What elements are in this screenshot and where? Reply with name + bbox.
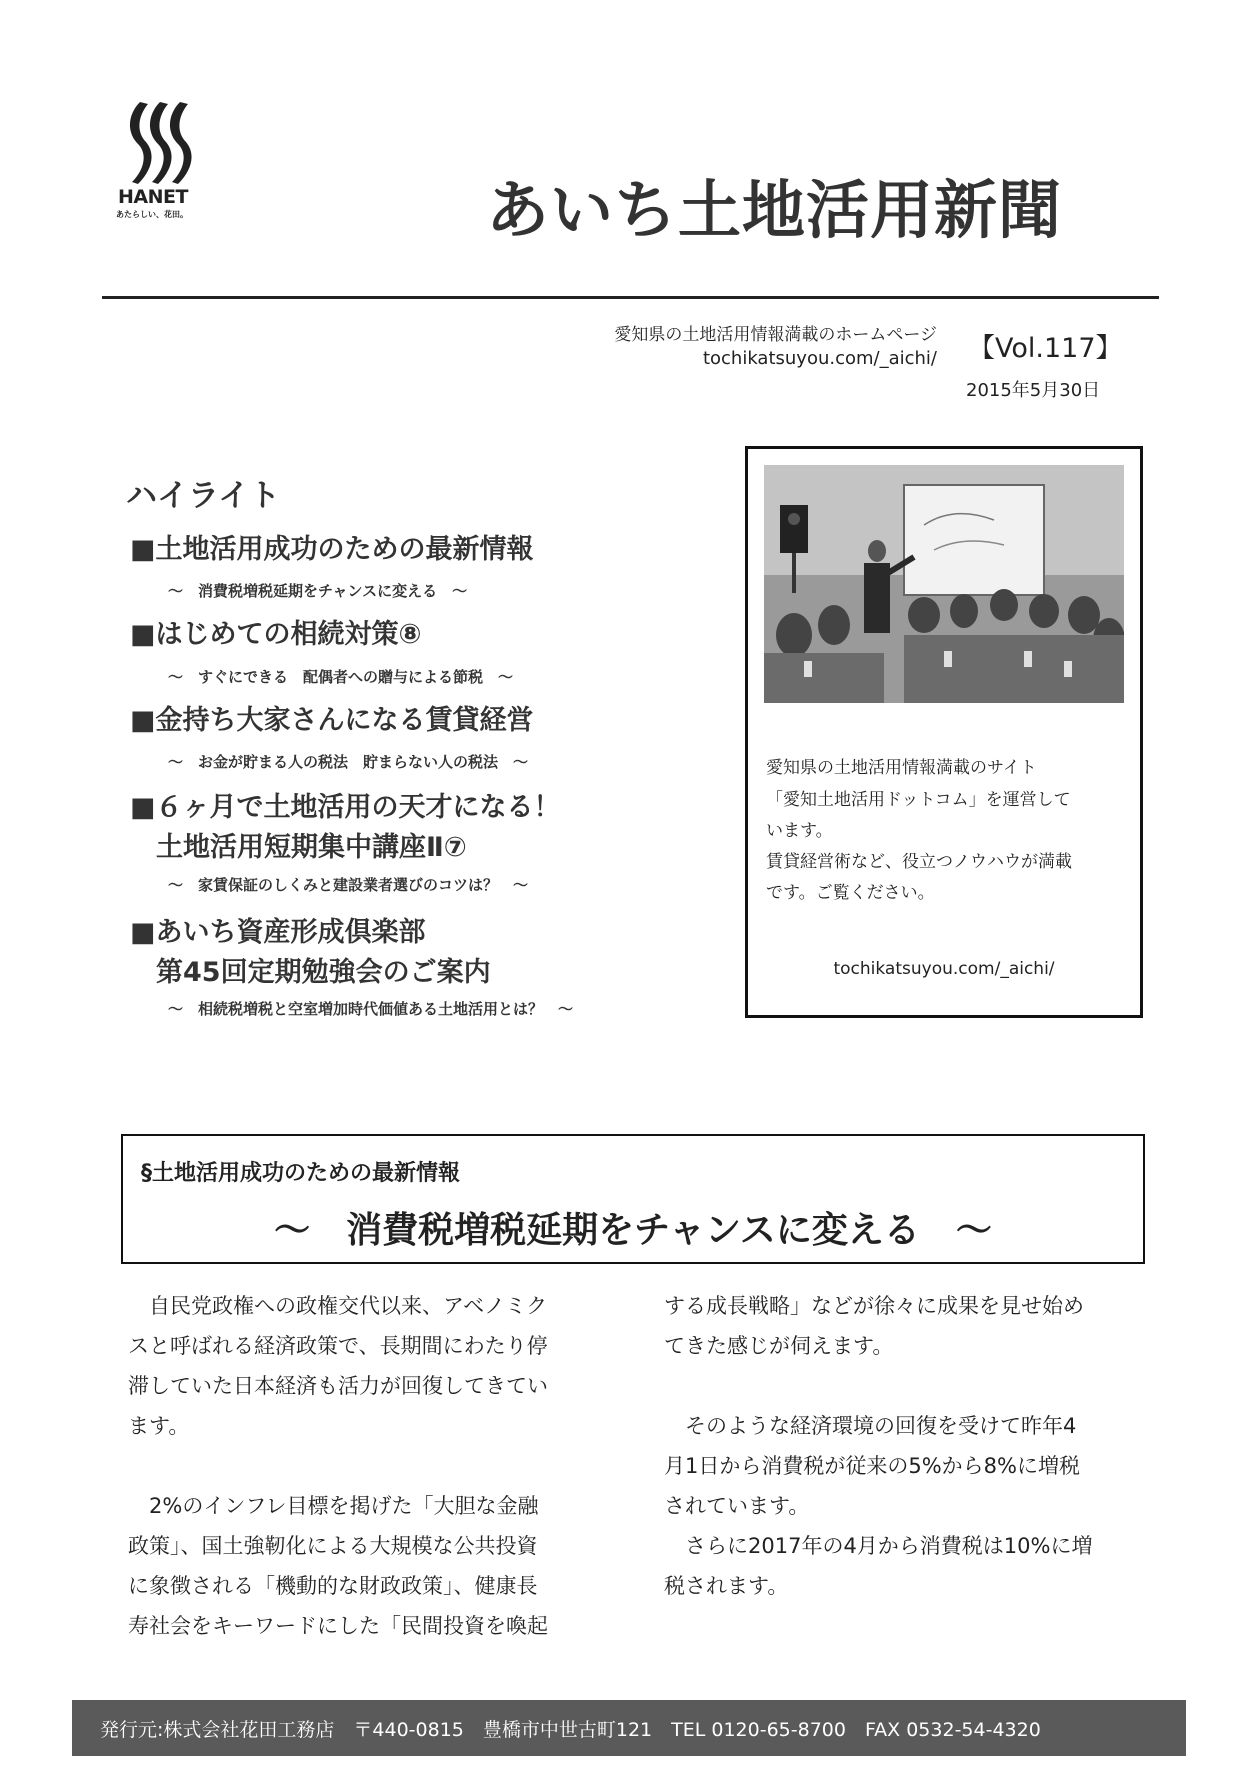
publisher-footer: [72, 1700, 1186, 1756]
article-line: 月1日から消費税が従来の5%から8%に増税: [664, 1454, 1080, 1478]
article-line: されています。: [664, 1494, 810, 1518]
article-line: ます。: [128, 1414, 190, 1438]
article-line: スと呼ばれる経済政策で、長期間にわたり停: [128, 1334, 548, 1358]
site-promo-box: [745, 446, 1143, 1018]
highlight-heading-line2[interactable]: 第45回定期勉強会のご案内: [156, 957, 491, 988]
article-line: 税されます。: [664, 1574, 789, 1598]
highlight-heading-line2[interactable]: 土地活用短期集中講座Ⅱ⑦: [156, 832, 467, 863]
seminar-photo: [764, 465, 1124, 703]
article-line: 2%のインフレ目標を掲げた「大胆な金融: [128, 1494, 539, 1518]
article-line: 寿社会をキーワードにした「民間投資を喚起: [128, 1614, 548, 1638]
logo-tagline: あたらしい、花田。: [116, 210, 188, 219]
highlight-heading[interactable]: ■６ヶ月で土地活用の天才になる！: [130, 792, 561, 823]
site-url-link[interactable]: tochikatsuyou.com/_aichi/: [702, 348, 937, 369]
promo-text-line: 愛知県の土地活用情報満載のサイト: [766, 758, 1037, 778]
article-line: さらに2017年の4月から消費税は10%に増: [664, 1534, 1093, 1558]
site-description: 愛知県の土地活用情報満載のホームページ: [614, 325, 937, 345]
article-line: 政策」、国土強靭化による大規模な公共投資: [128, 1534, 538, 1558]
volume-number: 【Vol.117】: [968, 333, 1123, 364]
highlight-subtitle: ～ 家賃保証のしくみと建設業者選びのコツは？ ～: [168, 876, 529, 894]
article-line: に象徴される「機動的な財政政策」、健康長: [128, 1574, 538, 1598]
masthead-title: あいち土地活用新聞: [486, 174, 1062, 247]
highlight-subtitle: ～ 消費税増税延期をチャンスに変える ～: [168, 582, 468, 600]
highlight-heading[interactable]: ■はじめての相続対策⑧: [130, 619, 422, 650]
highlight-heading[interactable]: ■あいち資産形成倶楽部: [130, 917, 426, 948]
article-line: する成長戦略」などが徐々に成果を見せ始め: [664, 1294, 1084, 1318]
section-header-box: [121, 1134, 1145, 1264]
promo-text-line: います。: [766, 821, 833, 841]
highlight-subtitle: ～ 相続税増税と空室増加時代価値ある土地活用とは？ ～: [168, 1000, 574, 1018]
highlight-subtitle: ～ すぐにできる 配偶者への贈与による節税 ～: [168, 668, 514, 686]
article-line: てきた感じが伺えます。: [664, 1334, 894, 1358]
highlight-heading[interactable]: ■土地活用成功のための最新情報: [130, 534, 534, 565]
publisher-info: 発行元:株式会社花田工務店 〒440-0815 豊橋市中世古町121 TEL 0120-65-8700 FAX 0532-54-4320: [100, 1719, 1041, 1741]
issue-date: 2015年5月30日: [966, 380, 1101, 401]
article-line: そのような経済環境の回復を受けて昨年4: [664, 1414, 1077, 1438]
highlights-title: ハイライト: [126, 478, 281, 514]
logo-wordmark: HANET: [118, 186, 188, 208]
promo-text-line: です。ご覧ください。: [766, 883, 935, 903]
highlight-heading[interactable]: ■金持ち大家さんになる賃貸経営: [130, 705, 534, 736]
section-title: ～ 消費税増税延期をチャンスに変える ～: [274, 1210, 992, 1251]
highlight-subtitle: ～ お金が貯まる人の税法 貯まらない人の税法 ～: [168, 753, 529, 771]
article-line: 自民党政権への政権交代以来、アベノミク: [128, 1294, 548, 1318]
section-label: §土地活用成功のための最新情報: [141, 1161, 461, 1186]
promo-text-line: 賃貸経営術など、役立つノウハウが満載: [766, 852, 1072, 872]
promo-url-link[interactable]: tochikatsuyou.com/_aichi/: [833, 959, 1055, 979]
promo-text-line: 「愛知土地活用ドットコム」を運営して: [766, 790, 1071, 810]
header-rule: [102, 296, 1159, 299]
article-line: 滞していた日本経済も活力が回復してきてい: [128, 1374, 548, 1398]
